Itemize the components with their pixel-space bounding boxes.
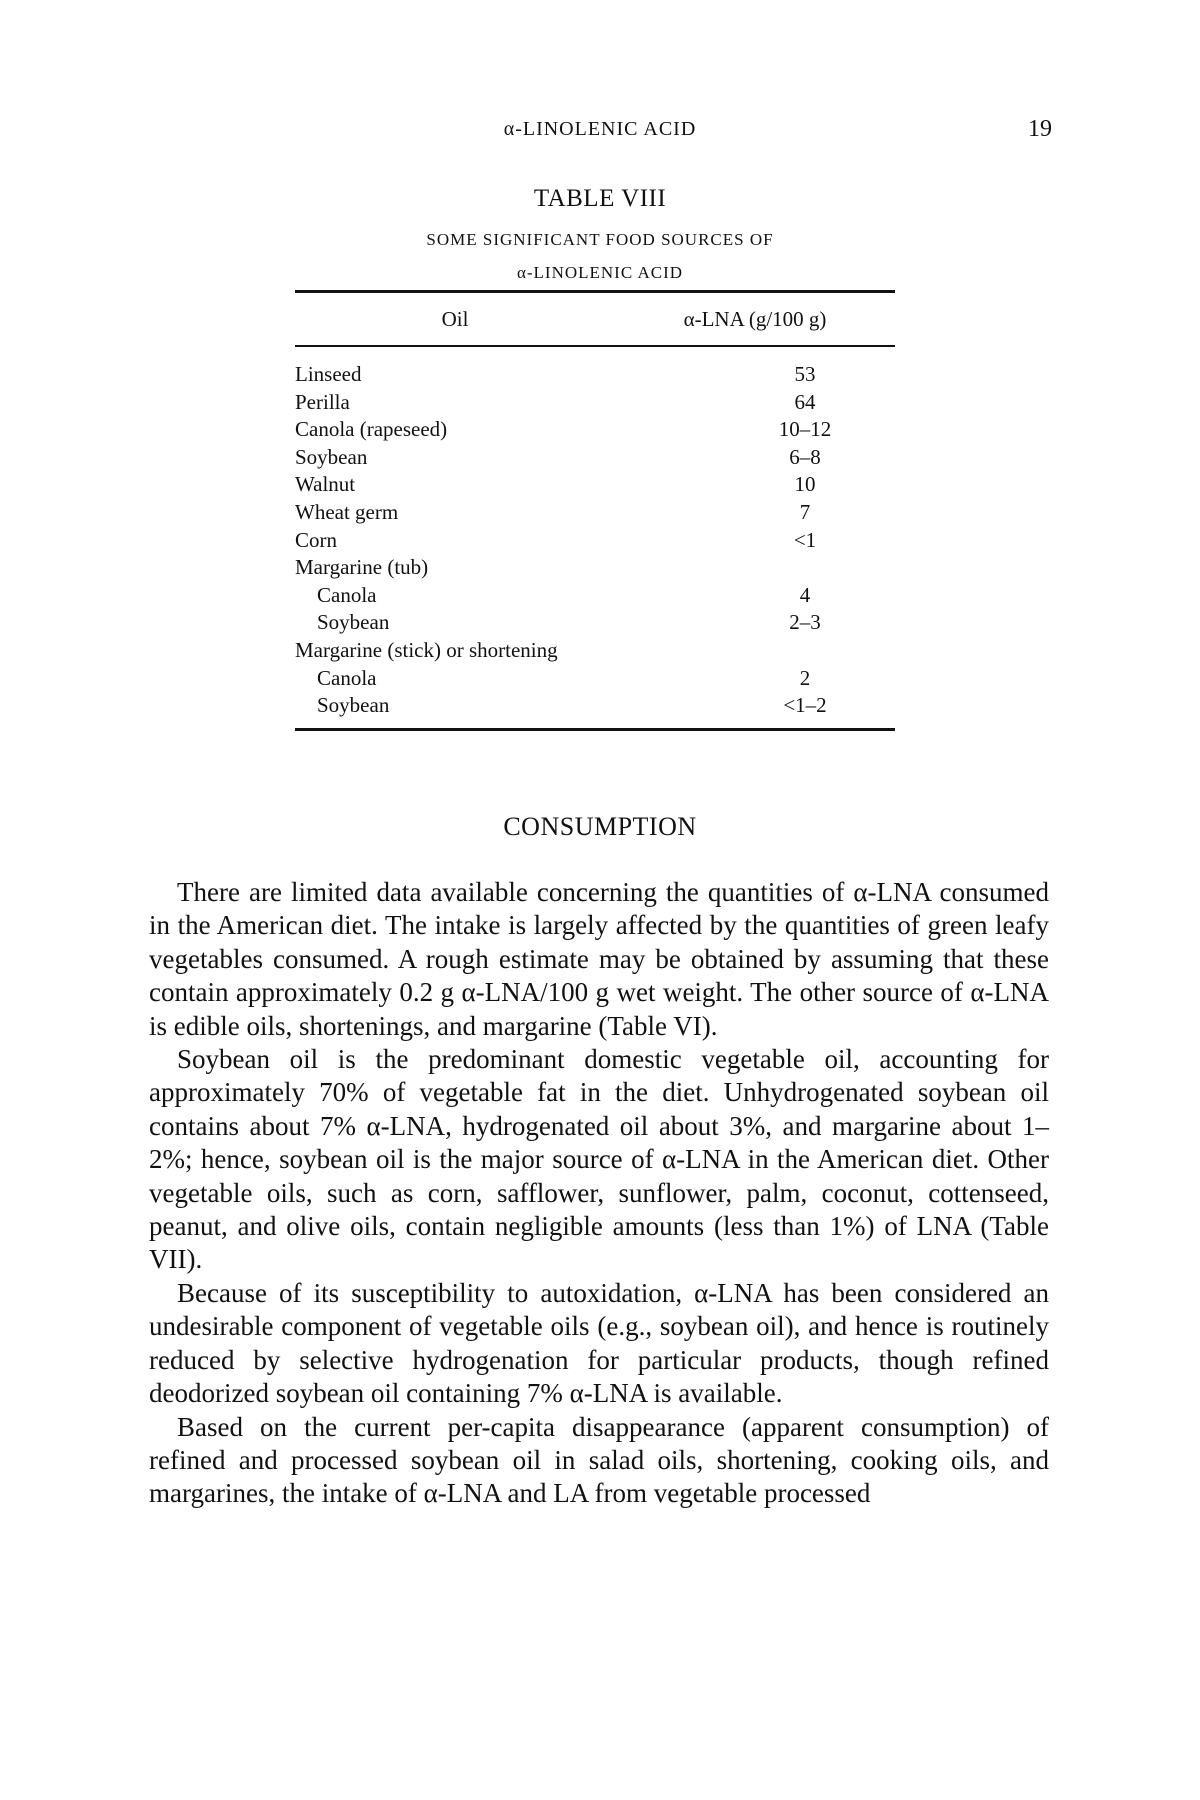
alna-value-cell: 10–12: [778, 417, 832, 442]
table-row: [295, 499, 895, 527]
table-row: [295, 444, 895, 472]
column-header-oil: Oil: [295, 292, 615, 347]
oil-name-cell: Canola: [317, 665, 377, 690]
running-title: α-LINOLENIC ACID: [503, 118, 697, 140]
alna-value-cell: <1: [793, 527, 817, 552]
table-number: TABLE VIII: [533, 185, 667, 212]
alna-value-cell: 2: [799, 665, 811, 690]
oil-name-cell: Walnut: [295, 472, 356, 497]
table-row: [295, 527, 895, 555]
table-subtitle-line1: SOME SIGNIFICANT FOOD SOURCES OF: [426, 230, 774, 249]
alna-value-cell: 2–3: [789, 610, 821, 635]
alna-value-cell: 7: [799, 499, 811, 524]
alna-value-cell: [615, 554, 895, 582]
table-body: [295, 346, 895, 729]
paragraph: Based on the current per-capita disappearance (apparent consumption) of refined and processed soybean oil in salad oils, shortening, cooking oils, and margarines, the intake of α-LNA and LA from vegetable processed: [149, 1411, 1049, 1509]
oil-name-cell: Canola: [317, 582, 377, 607]
oil-name-cell: Corn: [295, 527, 337, 552]
oil-name-cell: Soybean: [295, 692, 615, 729]
alna-value-cell: 4: [799, 582, 811, 607]
oil-name-cell: Margarine (stick) or shortening: [295, 637, 558, 662]
alna-value-cell: [615, 637, 895, 665]
section-heading: CONSUMPTION: [503, 812, 697, 841]
table-row: [295, 637, 895, 665]
table-row: [295, 346, 895, 389]
table-row: [295, 416, 895, 444]
oil-name-cell: Wheat germ: [295, 499, 399, 524]
oil-name-cell: Canola (rapeseed): [295, 417, 448, 442]
paragraph: There are limited data available concerning the quantities of α-LNA consumed in the American diet. The intake is largely affected by the quantities of green leafy vegetables consumed. A rough estimate may be obtained by assuming that these contain approximately 0.2 g α-LNA/100 g wet weight. The other source of α-LNA is edible oils, shortenings, and margarine (Table VI).: [149, 877, 1049, 1041]
table-subtitle-line2: α-LINOLENIC ACID: [516, 263, 684, 282]
paragraph: Soybean oil is the predominant domestic vegetable oil, accounting for approximately 70% of vegetable fat in the diet. Unhydrogenated soybean oil contains about 7% α-LNA, hydrogenated oil about 3%, and margarine about 1–2%; hence, soybean oil is the major source of α-LNA in the American diet. Other vegetable oils, such as corn, safflower, sunflower, palm, coconut, cottenseed, peanut, and olive oils, contain negligible amounts (less than 1%) of LNA (Table VII).: [149, 1044, 1049, 1275]
food-sources-table: [295, 290, 895, 731]
oil-name-cell: Soybean: [295, 444, 368, 469]
oil-name-cell: Soybean: [317, 610, 390, 635]
table-row: [295, 692, 895, 729]
table-row: [295, 665, 895, 693]
running-head: [0, 118, 1200, 148]
alna-value-cell: <1–2: [615, 692, 895, 729]
alna-value-cell: 64: [794, 389, 816, 414]
table-row: [295, 554, 895, 582]
table-row: [295, 389, 895, 417]
oil-name-cell: Linseed: [295, 362, 362, 386]
alna-value-cell: 10: [794, 472, 816, 497]
table-row: [295, 609, 895, 637]
body-text: [149, 876, 1049, 1511]
column-header-alna: α-LNA (g/100 g): [615, 292, 895, 347]
paragraph: Because of its susceptibility to autoxidation, α-LNA has been considered an undesirable component of vegetable oils (e.g., soybean oil), and hence is routinely reduced by selective hydrogenation for particular products, though refined deodorized soybean oil containing 7% α-LNA is available.: [149, 1277, 1049, 1409]
oil-name-cell: Margarine (tub): [295, 555, 429, 580]
alna-value-cell: 53: [794, 362, 816, 386]
oil-name-cell: Perilla: [295, 389, 350, 414]
table-caption: [0, 185, 1200, 289]
page-number: 19: [1028, 116, 1052, 142]
table-row: [295, 582, 895, 610]
table-row: [295, 471, 895, 499]
alna-value-cell: 6–8: [789, 444, 821, 469]
table-header-row: [295, 292, 895, 347]
